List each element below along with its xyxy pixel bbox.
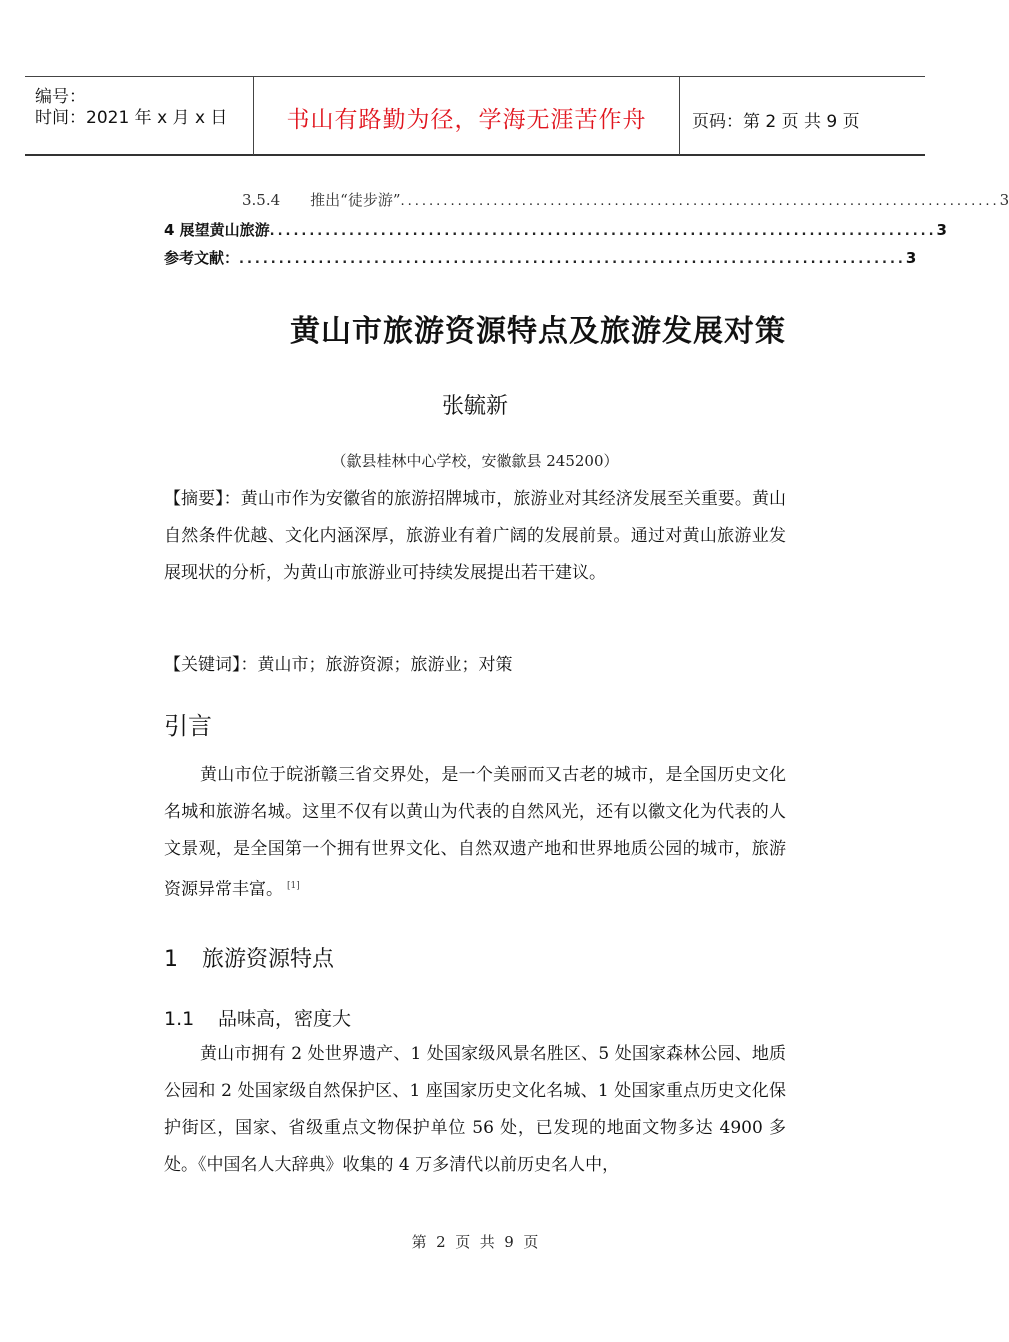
subsection-heading	[164, 1004, 351, 1031]
toc-entry[interactable]	[164, 219, 947, 241]
header-top-rule	[25, 76, 925, 77]
intro-paragraph	[164, 757, 786, 909]
article-author: 张毓新	[441, 394, 508, 419]
article-affiliation: （歙县桂林中心学校，安徽歙县 245200）	[331, 452, 619, 470]
header-bottom-rule	[25, 154, 925, 156]
toc-entry-page: 3	[999, 191, 1009, 209]
toc-entry-label: 3.5.4 推出“徒步游”	[242, 191, 401, 209]
section-number: 1	[164, 947, 178, 972]
citation-ref[interactable]: [1]	[287, 881, 300, 891]
header-motto: 书山有路勤为径，学海无涯苦作舟	[286, 107, 647, 133]
section-title: 旅游资源特点	[202, 947, 335, 972]
intro-heading: 引言	[164, 712, 212, 740]
abstract: 【摘要】：黄山市作为安徽省的旅游招牌城市，旅游业对其经济发展至关重要。黄山自然条件优越、文化内涵深厚，旅游业有着广阔的发展前景。通过对黄山旅游业发展现状的分析，为黄山市旅游业可持续发展提出若干建议。	[164, 489, 786, 583]
page-footer: 第 2 页 共 9 页	[411, 1233, 539, 1251]
header-page-info: 页码：第 2 页 共 9 页	[692, 112, 860, 132]
time-label: 时间：2021 年 x 月 x 日	[35, 108, 228, 128]
intro-text: 黄山市位于皖浙赣三省交界处，是一个美丽而又古老的城市，是全国历史文化名城和旅游名城。这里不仅有以黄山为代表的自然风光，还有以徽文化为代表的人文景观，是全国第一个拥有世界文化、自然双遗产地和世界地质公园的城市，旅游资源异常丰富。	[164, 765, 786, 900]
toc-leader-dots: ....................................................................................	[400, 194, 1000, 209]
subsection-number: 1.1	[164, 1008, 195, 1030]
toc-entry-page: 3	[905, 249, 917, 267]
toc-entry[interactable]	[164, 189, 1009, 211]
keywords: 【关键词】：黄山市；旅游资源；旅游业；对策	[164, 655, 513, 675]
toc-leader-dots: ....................................................................................	[239, 252, 906, 267]
toc-entry[interactable]	[164, 247, 917, 269]
section-paragraph: 黄山市拥有 2 处世界遗产、1 处国家级风景名胜区、5 处国家森林公园、地质公园和 2 处国家级自然保护区、1 座国家历史文化名城、1 处国家重点历史文化保护街区，国家、省级重点文物保护单位 56 处，已发现的地面文物多达 4900 多处。《中国名人大辞典》收集的 4 万多清代以前历史名人中，	[164, 1044, 786, 1175]
toc-entry-label: 4 展望黄山旅游	[164, 221, 270, 239]
header-divider-right	[679, 76, 680, 155]
section-heading	[164, 942, 334, 973]
toc-entry-page: 3	[936, 221, 947, 239]
toc-entry-label: 参考文献：	[164, 249, 240, 267]
subsection-title: 品味高，密度大	[218, 1008, 352, 1030]
toc-leader-dots: ....................................................................................	[269, 224, 937, 239]
serial-label: 编号：	[35, 87, 86, 107]
article-title: 黄山市旅游资源特点及旅游发展对策	[290, 314, 786, 349]
